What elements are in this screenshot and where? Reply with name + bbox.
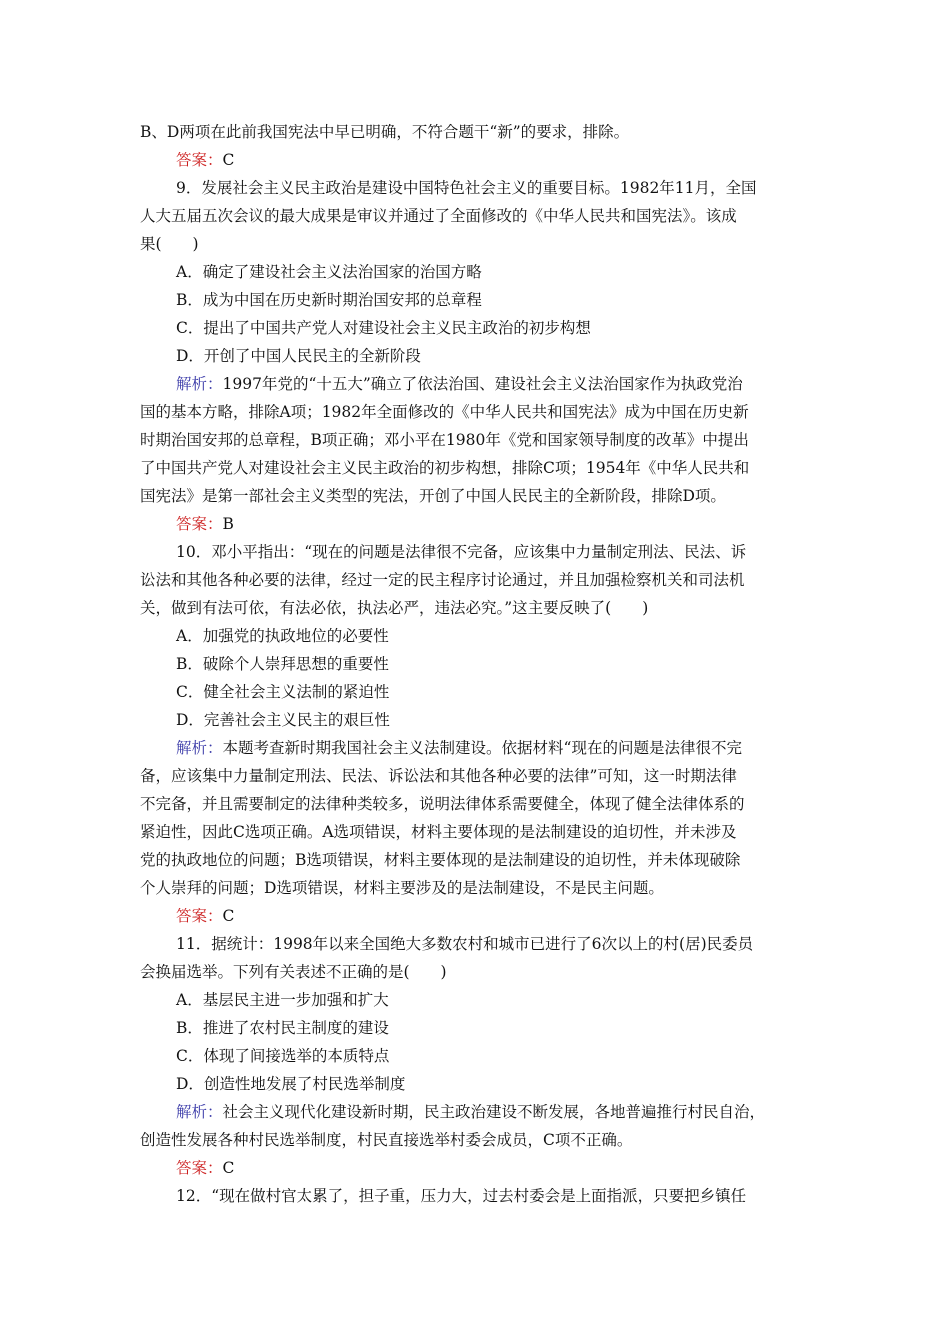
- answer-line: [176, 510, 852, 538]
- prev-explanation-tail: B、D两项在此前我国宪法中早已明确，不符合题干“新”的要求，排除。: [140, 123, 630, 141]
- answer-line: [176, 146, 852, 174]
- answer-label: 答案：: [176, 515, 223, 533]
- analysis-text: 国的基本方略，排除A项；1982年全面修改的《中华人民共和国宪法》成为中国在历史新: [140, 403, 749, 421]
- question-stem: 会换届选举。下列有关表述不正确的是( ): [140, 963, 447, 981]
- answer-label: 答案：: [176, 151, 223, 169]
- question-stem: 果( ): [140, 235, 199, 253]
- analysis-text: 紧迫性，因此C选项正确。A选项错误，材料主要体现的是法制建设的迫切性，并未涉及: [140, 823, 737, 841]
- analysis-text: 个人崇拜的问题；D选项错误，材料主要涉及的是法制建设，不是民主问题。: [140, 879, 664, 897]
- option-a: A．加强党的执政地位的必要性: [176, 627, 389, 645]
- option-a: A．基层民主进一步加强和扩大: [176, 991, 389, 1009]
- analysis-text: 时期治国安邦的总章程，B项正确；邓小平在1980年《党和国家领导制度的改革》中提出: [140, 431, 749, 449]
- option-d: D．开创了中国人民民主的全新阶段: [176, 347, 421, 365]
- analysis-line: [176, 370, 852, 398]
- analysis-text: 创造性发展各种村民选举制度，村民直接选举村委会成员，C项不正确。: [140, 1131, 633, 1149]
- analysis-label: 解析：: [176, 1103, 223, 1121]
- analysis-text: 国宪法》是第一部社会主义类型的宪法，开创了中国人民民主的全新阶段，排除D项。: [140, 487, 726, 505]
- question-stem: 10．邓小平指出：“现在的问题是法律很不完备，应该集中力量制定刑法、民法、诉: [176, 543, 747, 561]
- analysis-text: 不完备，并且需要制定的法律种类较多，说明法律体系需要健全，体现了健全法律体系的: [140, 795, 745, 813]
- option-b: B．成为中国在历史新时期治国安邦的总章程: [176, 291, 482, 309]
- answer-line: [176, 1154, 852, 1182]
- answer-value: C: [222, 151, 235, 169]
- option-c: C．体现了间接选举的本质特点: [176, 1047, 390, 1065]
- question-stem: 12．“现在做村官太累了，担子重，压力大，过去村委会是上面指派，只要把乡镇任: [176, 1187, 747, 1205]
- analysis-text: 社会主义现代化建设新时期，民主政治建设不断发展，各地普遍推行村民自治，: [222, 1103, 766, 1121]
- answer-value: B: [222, 515, 234, 533]
- option-c: C．健全社会主义法制的紧迫性: [176, 683, 390, 701]
- option-a: A．确定了建设社会主义法治国家的治国方略: [176, 263, 482, 281]
- option-c: C．提出了中国共产党人对建设社会主义民主政治的初步构想: [176, 319, 591, 337]
- answer-label: 答案：: [176, 907, 223, 925]
- answer-label: 答案：: [176, 1159, 223, 1177]
- option-b: B．破除个人崇拜思想的重要性: [176, 655, 389, 673]
- question-stem: 人大五届五次会议的最大成果是审议并通过了全面修改的《中华人民共和国宪法》。该成: [140, 207, 737, 225]
- analysis-label: 解析：: [176, 739, 223, 757]
- option-d: D．创造性地发展了村民选举制度: [176, 1075, 406, 1093]
- analysis-line: [176, 734, 852, 762]
- question-stem: 关，做到有法可依，有法必依，执法必严，违法必究。”这主要反映了( ): [140, 599, 649, 617]
- analysis-text: 了中国共产党人对建设社会主义民主政治的初步构想，排除C项；1954年《中华人民共和: [140, 459, 750, 477]
- question-stem: 讼法和其他各种必要的法律，经过一定的民主程序讨论通过，并且加强检察机关和司法机: [140, 571, 745, 589]
- analysis-text: 备，应该集中力量制定刑法、民法、诉讼法和其他各种必要的法律”可知，这一时期法律: [140, 767, 737, 785]
- answer-value: C: [222, 1159, 235, 1177]
- question-stem: 11．据统计：1998年以来全国绝大多数农村和城市已进行了6次以上的村(居)民委员: [176, 935, 754, 953]
- analysis-text: 1997年党的“十五大”确立了依法治国、建设社会主义法治国家作为执政党治: [222, 375, 743, 393]
- analysis-line: [176, 1098, 852, 1126]
- option-d: D．完善社会主义民主的艰巨性: [176, 711, 390, 729]
- analysis-label: 解析：: [176, 375, 223, 393]
- answer-value: C: [222, 907, 235, 925]
- question-stem: 9．发展社会主义民主政治是建设中国特色社会主义的重要目标。1982年11月，全国: [176, 179, 757, 197]
- answer-line: [176, 902, 852, 930]
- analysis-text: 本题考查新时期我国社会主义法制建设。依据材料“现在的问题是法律很不完: [222, 739, 742, 757]
- analysis-text: 党的执政地位的问题；B选项错误，材料主要体现的是法制建设的迫切性，并未体现破除: [140, 851, 741, 869]
- option-b: B．推进了农村民主制度的建设: [176, 1019, 389, 1037]
